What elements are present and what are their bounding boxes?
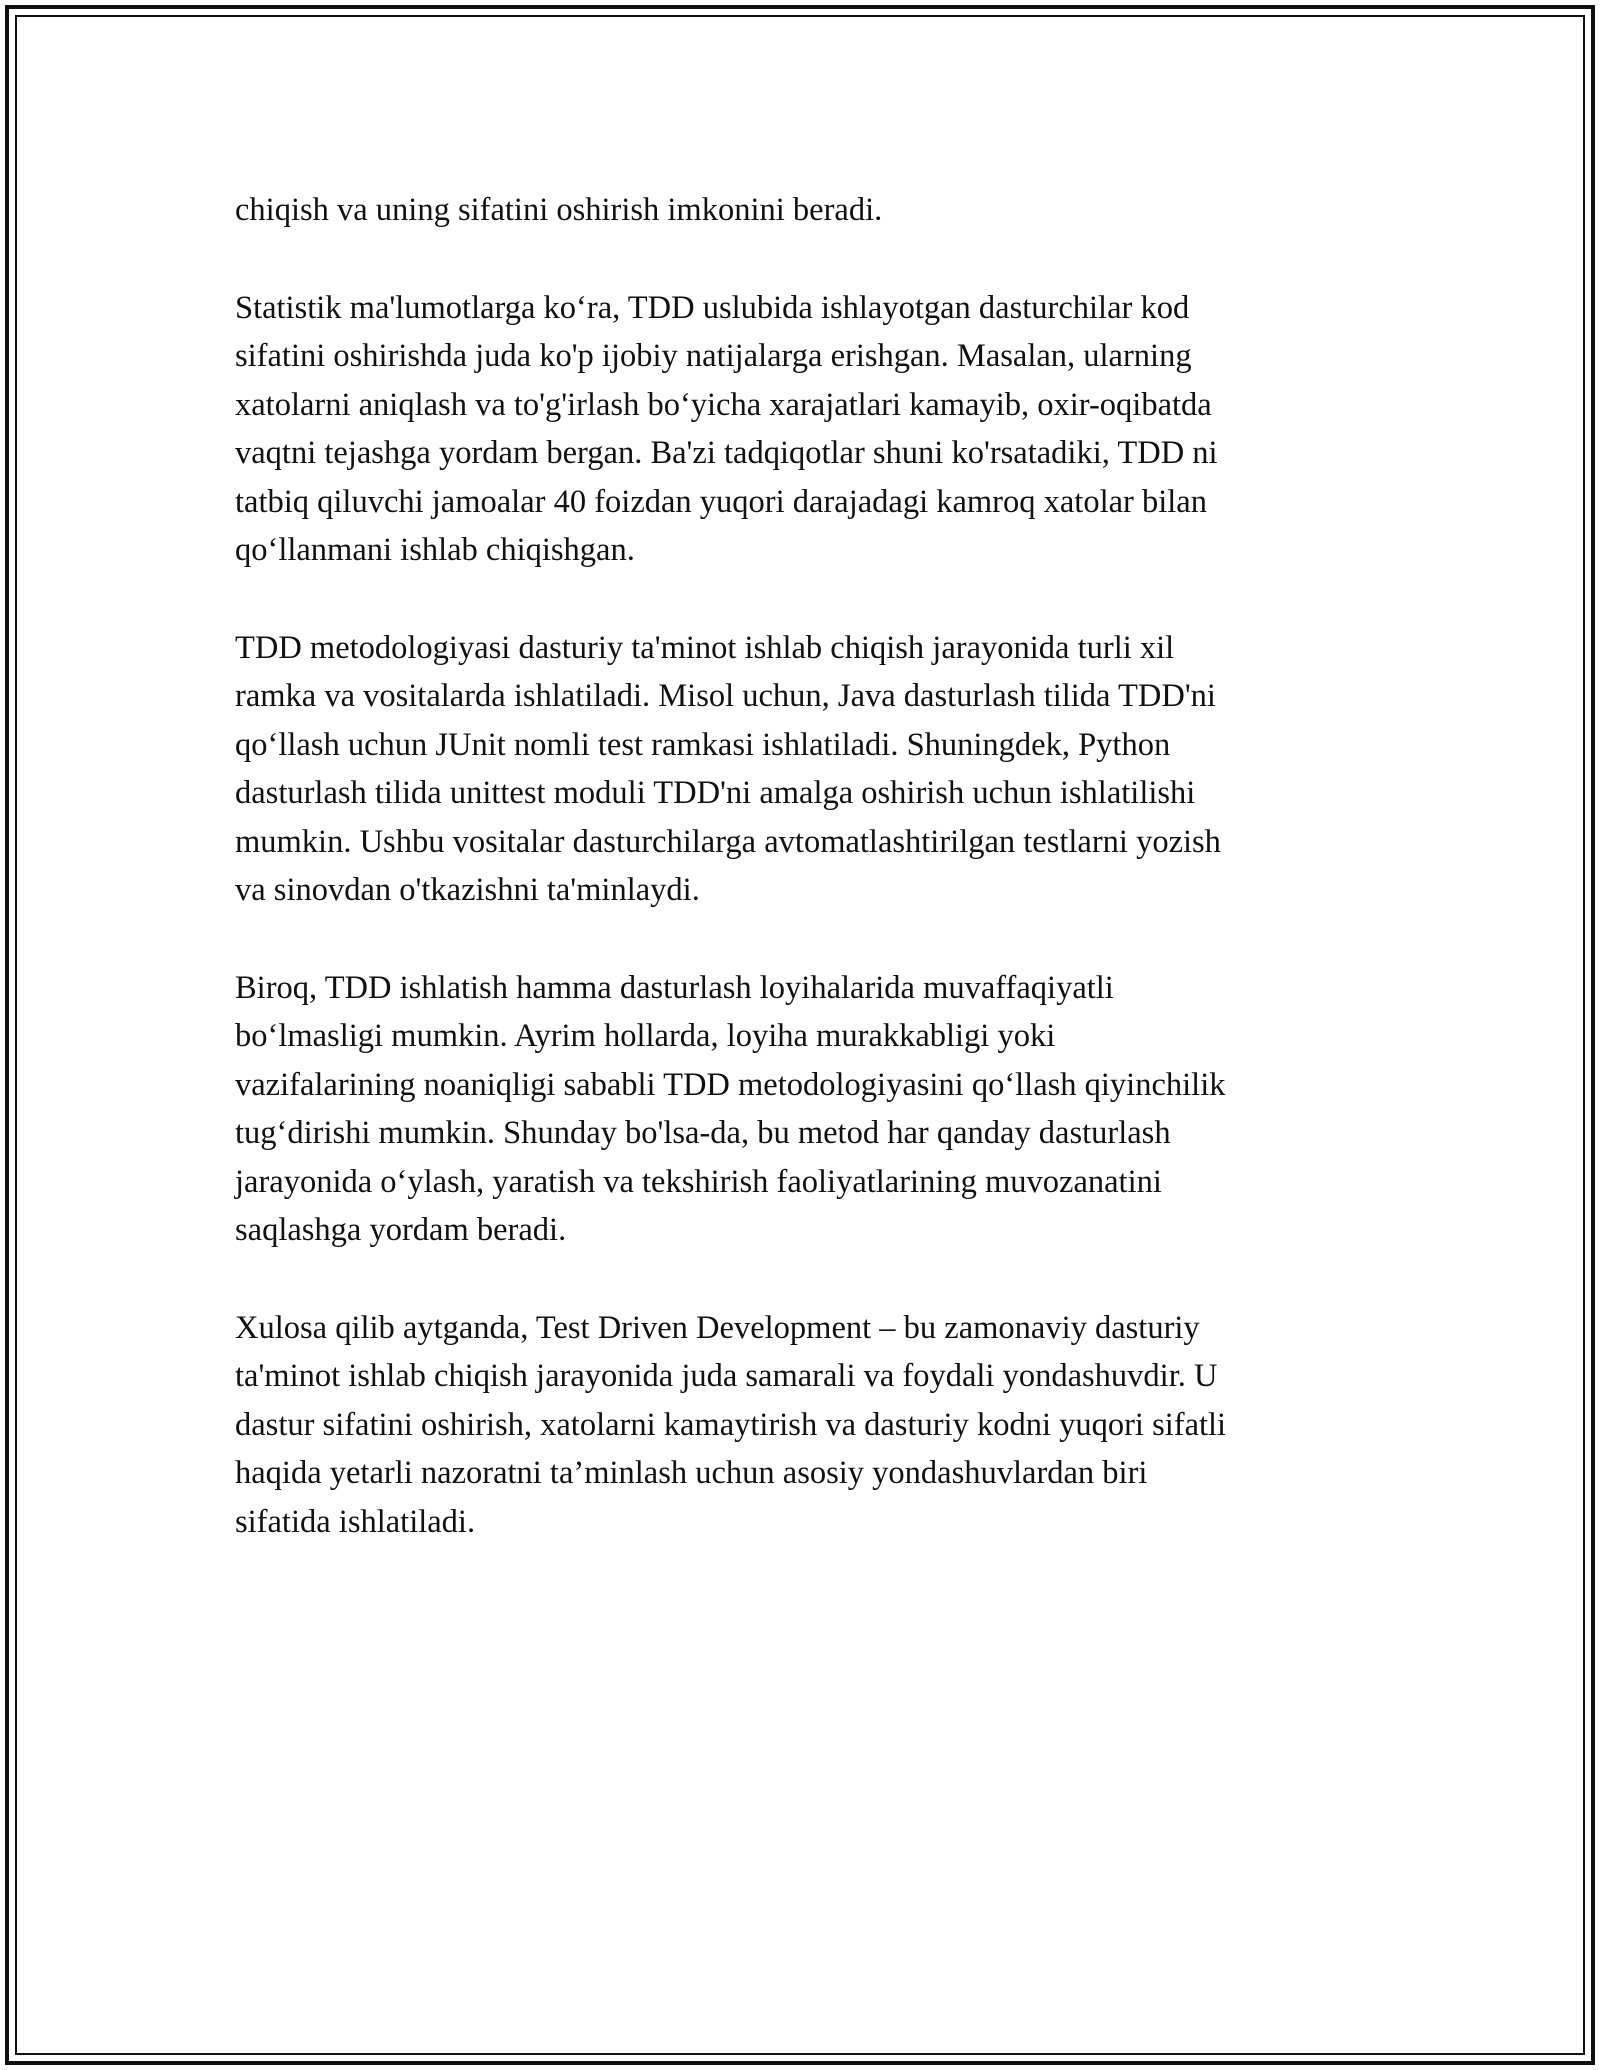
paragraph-1 [235,186,1370,235]
text-line: xatolarni aniqlash va to'g'irlash bo‘yicha xarajatlari kamayib, oxir-oqibatda [235,386,1212,423]
text-line: jarayonida o‘ylash, yaratish va tekshirish faoliyatlarining muvozanatini [235,1163,1162,1200]
text-line: sifatini oshirishda juda ko'p ijobiy natijalarga erishgan. Masalan, ularning [235,338,1192,374]
text-line: qo‘llash uchun JUnit nomli test ramkasi ishlatiladi. Shuningdek, Python [235,726,1171,763]
text-line: qo‘llanmani ishlab chiqishgan. [235,532,635,568]
text-line: ramka va vositalarda ishlatiladi. Misol uchun, Java dasturlash tilida TDD'ni [235,678,1216,714]
text-line: ta'minot ishlab chiqish jarayonida juda samarali va foydali yondashuvdir. U [235,1358,1218,1394]
text-line: Statistik ma'lumotlarga ko‘ra, TDD uslubida ishlayotgan dasturchilar kod [235,289,1190,326]
document-body [235,186,1370,1595]
text-line: Biroq, TDD ishlatish hamma dasturlash loyihalarida muvaffaqiyatli [235,969,1114,1006]
text-line: va sinovdan o'tkazishni ta'minlaydi. [235,872,700,908]
paragraph-5 [235,1304,1370,1547]
paragraph-2 [235,284,1370,575]
text-line: dasturlash tilida unittest moduli TDD'ni amalga oshirish uchun ishlatilishi [235,775,1196,811]
text-line: saqlashga yordam beradi. [235,1212,567,1248]
text-line: vaqtni tejashga yordam bergan. Ba'zi tadqiqotlar shuni ko'rsatadiki, TDD ni [235,435,1218,471]
text-line: chiqish va uning sifatini oshirish imkonini beradi. [235,192,883,228]
text-line: Xulosa qilib aytganda, Test Driven Development – bu zamonaviy dasturiy [235,1309,1200,1346]
text-line: sifatida ishlatiladi. [235,1503,476,1540]
text-line: dastur sifatini oshirish, xatolarni kamaytirish va dasturiy kodni yuqori sifatli [235,1406,1227,1443]
text-line: vazifalarining noaniqligi sababli TDD metodologiyasini qo‘llash qiyinchilik [235,1066,1226,1103]
paragraph-3 [235,624,1370,915]
text-line: tug‘dirishi mumkin. Shunday bo'lsa-da, bu metod har qanday dasturlash [235,1115,1171,1151]
text-line: haqida yetarli nazoratni ta’minlash uchun asosiy yondashuvlardan biri [235,1455,1148,1491]
text-line: bo‘lmasligi mumkin. Ayrim hollarda, loyiha murakkabligi yoki [235,1018,1056,1054]
text-line: TDD metodologiyasi dasturiy ta'minot ishlab chiqish jarayonida turli xil [235,629,1175,666]
text-line: mumkin. Ushbu vositalar dasturchilarga avtomatlashtirilgan testlarni yozish [235,823,1221,860]
paragraph-4 [235,964,1370,1255]
text-line: tatbiq qiluvchi jamoalar 40 foizdan yuqori darajadagi kamroq xatolar bilan [235,483,1207,520]
